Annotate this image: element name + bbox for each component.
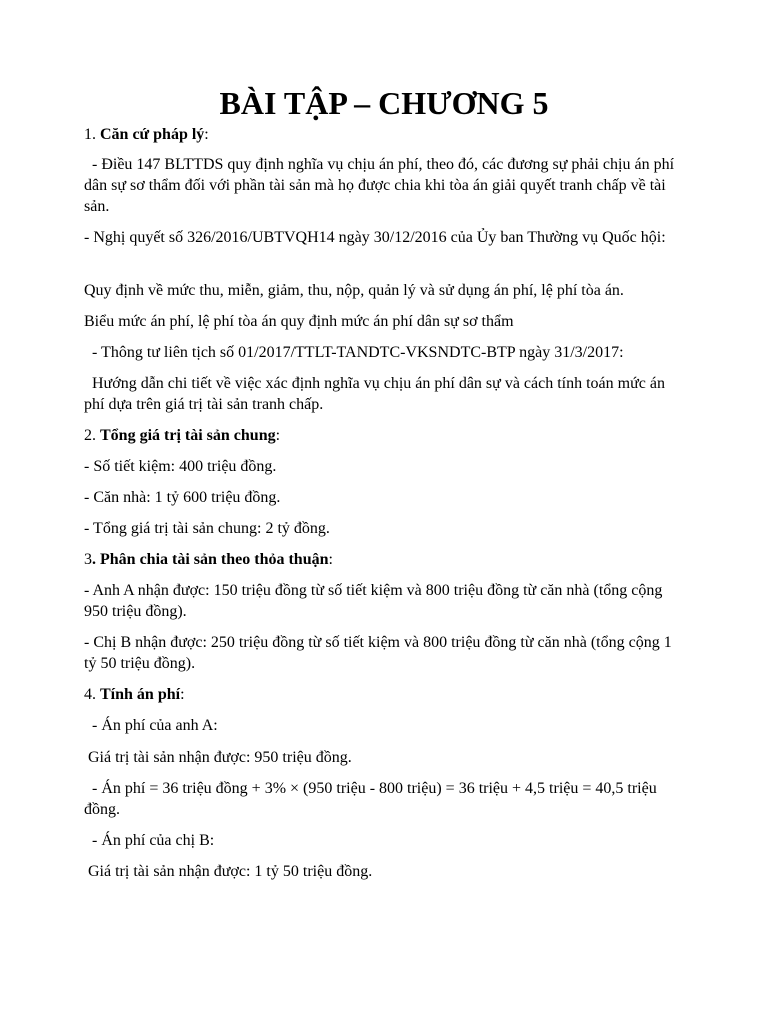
paragraph-dieu-147: - Điều 147 BLTTDS quy định nghĩa vụ chịu án phí, theo đó, các đương sự phải chịu án phí dân sự sơ thẩm đối với phần tài sản mà họ được chia khi tòa án giải quyết tranh chấp về tài sản. <box>84 156 679 215</box>
section-1-heading: 1. Căn cứ pháp lý: <box>84 126 209 143</box>
paragraph-tong-gia-tri: - Tổng giá trị tài sản chung: 2 tỷ đồng. <box>84 520 330 537</box>
paragraph-anh-a: - Anh A nhận được: 150 triệu đồng từ số tiết kiệm và 800 triệu đồng từ căn nhà (tổng cộng 950 triệu đồng). <box>84 582 667 620</box>
paragraph-gia-tri-b: Giá trị tài sản nhận được: 1 tỷ 50 triệu đồng. <box>84 863 373 880</box>
paragraph-gia-tri-a: Giá trị tài sản nhận được: 950 triệu đồng. <box>84 749 352 766</box>
paragraph-can-nha: - Căn nhà: 1 tỷ 600 triệu đồng. <box>84 489 281 506</box>
paragraph-quy-dinh: Quy định về mức thu, miễn, giảm, thu, nộp, quản lý và sử dụng án phí, lệ phí tòa án. <box>84 282 624 299</box>
paragraph-tinh-an-phi-a: - Án phí = 36 triệu đồng + 3% × (950 triệu - 800 triệu) = 36 triệu + 4,5 triệu = 40,5 triệu đồng. <box>84 780 661 818</box>
section-4-heading: 4. Tính án phí: <box>84 686 185 703</box>
section-2-heading: 2. Tổng giá trị tài sản chung: <box>84 427 281 444</box>
paragraph-chi-b: - Chị B nhận được: 250 triệu đồng từ số tiết kiệm và 800 triệu đồng từ căn nhà (tổng cộng 1 tỷ 50 triệu đồng). <box>84 634 676 672</box>
paragraph-nghi-quyet: - Nghị quyết số 326/2016/UBTVQH14 ngày 30/12/2016 của Ủy ban Thường vụ Quốc hội: <box>84 229 666 246</box>
paragraph-thong-tu: - Thông tư liên tịch số 01/2017/TTLT-TANDTC-VKSNDTC-BTP ngày 31/3/2017: <box>84 344 624 361</box>
paragraph-bieu-muc: Biểu mức án phí, lệ phí tòa án quy định mức án phí dân sự sơ thẩm <box>84 313 514 330</box>
paragraph-an-phi-b: - Án phí của chị B: <box>84 832 215 849</box>
section-3-heading: 3. Phân chia tài sản theo thỏa thuận: <box>84 551 333 568</box>
paragraph-so-tiet-kiem: - Số tiết kiệm: 400 triệu đồng. <box>84 458 277 475</box>
paragraph-huong-dan: Hướng dẫn chi tiết về việc xác định nghĩa vụ chịu án phí dân sự và cách tính toán mức án phí dựa trên giá trị tài sản tranh chấp. <box>84 375 669 413</box>
document-title: BÀI TẬP – CHƯƠNG 5 <box>219 85 549 121</box>
paragraph-an-phi-a: - Án phí của anh A: <box>84 717 218 734</box>
